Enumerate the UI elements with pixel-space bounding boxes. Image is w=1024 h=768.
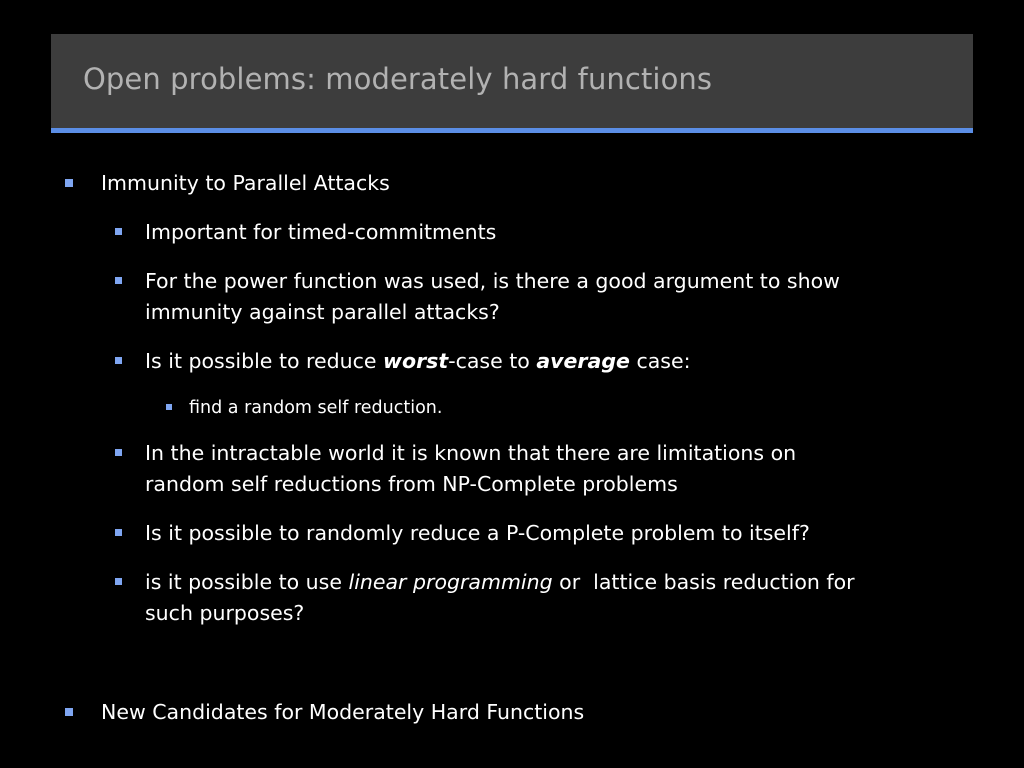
- bullet-marker: [115, 277, 122, 284]
- text-segment: is it possible to use: [145, 570, 349, 594]
- bullet-text-line: For the power function was used, is there a good argument to show: [145, 269, 840, 293]
- bullet-marker: [115, 529, 122, 536]
- bullet-marker: [65, 179, 73, 187]
- bullet-text-line: In the intractable world it is known that there are limitations on: [145, 441, 797, 465]
- text-segment: or lattice basis reduction for: [552, 570, 855, 594]
- bullet-text: [145, 346, 691, 377]
- bullet-text: [145, 266, 840, 328]
- bullet-text: [145, 567, 855, 629]
- bullet-marker: [115, 449, 122, 456]
- text-segment: Is it possible to reduce: [145, 349, 384, 373]
- emphasis-linear-programming: linear programming: [348, 570, 553, 594]
- bullet-text: Important for timed-commitments: [145, 220, 497, 244]
- bullet-marker: [115, 228, 122, 235]
- bullet-marker: [115, 357, 122, 364]
- bullet-text: Immunity to Parallel Attacks: [101, 171, 390, 195]
- bullet-text-line: random self reductions from NP-Complete problems: [145, 472, 678, 496]
- bullet-marker: [65, 708, 73, 716]
- text-segment: case:: [629, 349, 691, 373]
- slide-title: Open problems: moderately hard functions: [83, 62, 713, 96]
- bullet-text: New Candidates for Moderately Hard Functions: [101, 700, 585, 724]
- bullet-marker: [166, 404, 172, 410]
- bullet-text: [145, 438, 796, 500]
- emphasis-worst: worst: [383, 349, 449, 373]
- bullet-marker: [115, 578, 122, 585]
- bullet-text-line: such purposes?: [145, 601, 305, 625]
- bullet-text: Is it possible to randomly reduce a P-Complete problem to itself?: [145, 521, 810, 545]
- emphasis-average: average: [536, 349, 630, 373]
- text-segment: -case to: [448, 349, 537, 373]
- title-accent-line: [51, 128, 973, 133]
- bullet-text: find a random self reduction.: [189, 398, 443, 418]
- bullet-text-line: immunity against parallel attacks?: [145, 300, 500, 324]
